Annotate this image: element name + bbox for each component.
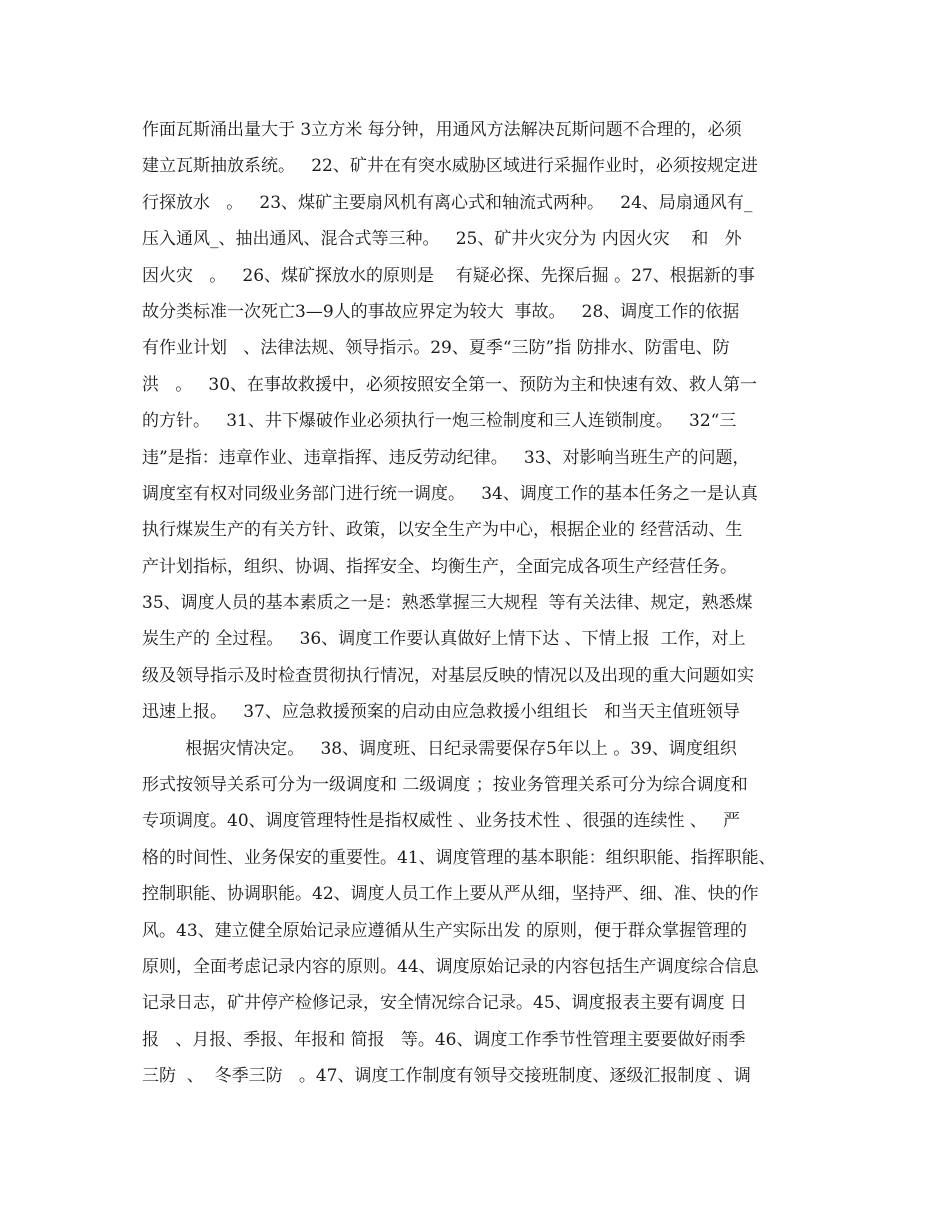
text-line: 执行煤炭生产的有关方针、政策，以安全生产为中心，根据企业的 经营活动、生	[142, 520, 743, 541]
text-line: 的方针。 31、井下爆破作业必须执行一炮三检制度和三人连锁制度。 32“三	[142, 411, 737, 432]
text-line: 形式按领导关系可分为一级调度和 二级调度 ；按业务管理关系可分为综合调度和	[142, 775, 748, 796]
text-line: 作面瓦斯涌出量大于 3立方米 每分钟，用通风方法解决瓦斯问题不合理的，必须	[142, 120, 742, 140]
body-text	[142, 112, 822, 1095]
text-line: 原则，全面考虑记录内容的原则。44、调度原始记录的内容包括生产调度综合信息	[142, 956, 759, 977]
text-line: 报 、月报、季报、年报和 简报 等。46、调度工作季节性管理主要要做好雨季	[142, 1029, 746, 1050]
text-line: 建立瓦斯抽放系统。 22、矿井在有突水威胁区域进行采掘作业时，必须按规定进	[142, 156, 758, 177]
text-line: 有作业计划 、法律法规、领导指示。29、夏季“三防”指 防排水、防雷电、防	[142, 338, 730, 359]
text-line: 格的时间性、业务保安的重要性。41、调度管理的基本职能：组织职能、指挥职能、	[142, 847, 776, 868]
text-line: 炭生产的 全过程。 36、调度工作要认真做好上情下达 、下情上报 工作，对上	[142, 629, 746, 650]
text-line: 因火灾 。 26、煤矿探放水的原则是 有疑必探、先探后掘 。27、根据新的事	[142, 265, 755, 286]
text-line: 风。43、建立健全原始记录应遵循从生产实际出发 的原则，便于群众掌握管理的	[142, 920, 748, 941]
text-line: 记录日志，矿井停产检修记录，安全情况综合记录。45、调度报表主要有调度 日	[142, 993, 748, 1014]
text-line: 洪 。 30、在事故救援中，必须按照安全第一、预防为主和快速有效、救人第一	[142, 374, 758, 395]
text-line: 故分类标准一次死亡3—9人的事故应界定为较大 事故。 28、调度工作的依据	[142, 301, 740, 322]
text-line: 控制职能、协调职能。42、调度人员工作上要从严从细，坚持严、细、准、快的作	[142, 884, 759, 905]
text-line: 三防 、 冬季三防 。47、调度工作制度有领导交接班制度、逐级汇报制度 、调	[142, 1066, 751, 1087]
text-line: 根据灾情决定。 38、调度班、日纪录需要保存5年以上 。39、调度组织	[142, 738, 737, 759]
text-line: 行探放水 。 23、煤矿主要扇风机有离心式和轴流式两种。 24、局扇通风有_	[142, 192, 753, 213]
text-line: 压入通风_、抽出通风、混合式等三种。 25、矿井火灾分为 内因火灾 和 外	[142, 229, 742, 250]
text-line: 违”是指：违章作业、违章指挥、违反劳动纪律。 33、对影响当班生产的问题，	[142, 447, 750, 468]
text-line: 级及领导指示及时检查贯彻执行情况，对基层反映的情况以及出现的重大问题如实	[142, 665, 754, 686]
text-line: 35、调度人员的基本素质之一是：熟悉掌握三大规程 等有关法律、规定，熟悉煤	[142, 593, 753, 614]
text-line: 迅速上报。 37、应急救援预案的启动由应急救援小组组长 和当天主值班领导	[142, 702, 741, 723]
text-line: 产计划指标，组织、协调、指挥安全、均衡生产，全面完成各项生产经营任务。	[142, 556, 737, 577]
text-line: 专项调度。40、调度管理特性是指权威性 、业务技术性 、很强的连续性 、 严	[142, 811, 741, 832]
text-line: 调度室有权对同级业务部门进行统一调度。 34、调度工作的基本任务之一是认真	[142, 483, 758, 504]
